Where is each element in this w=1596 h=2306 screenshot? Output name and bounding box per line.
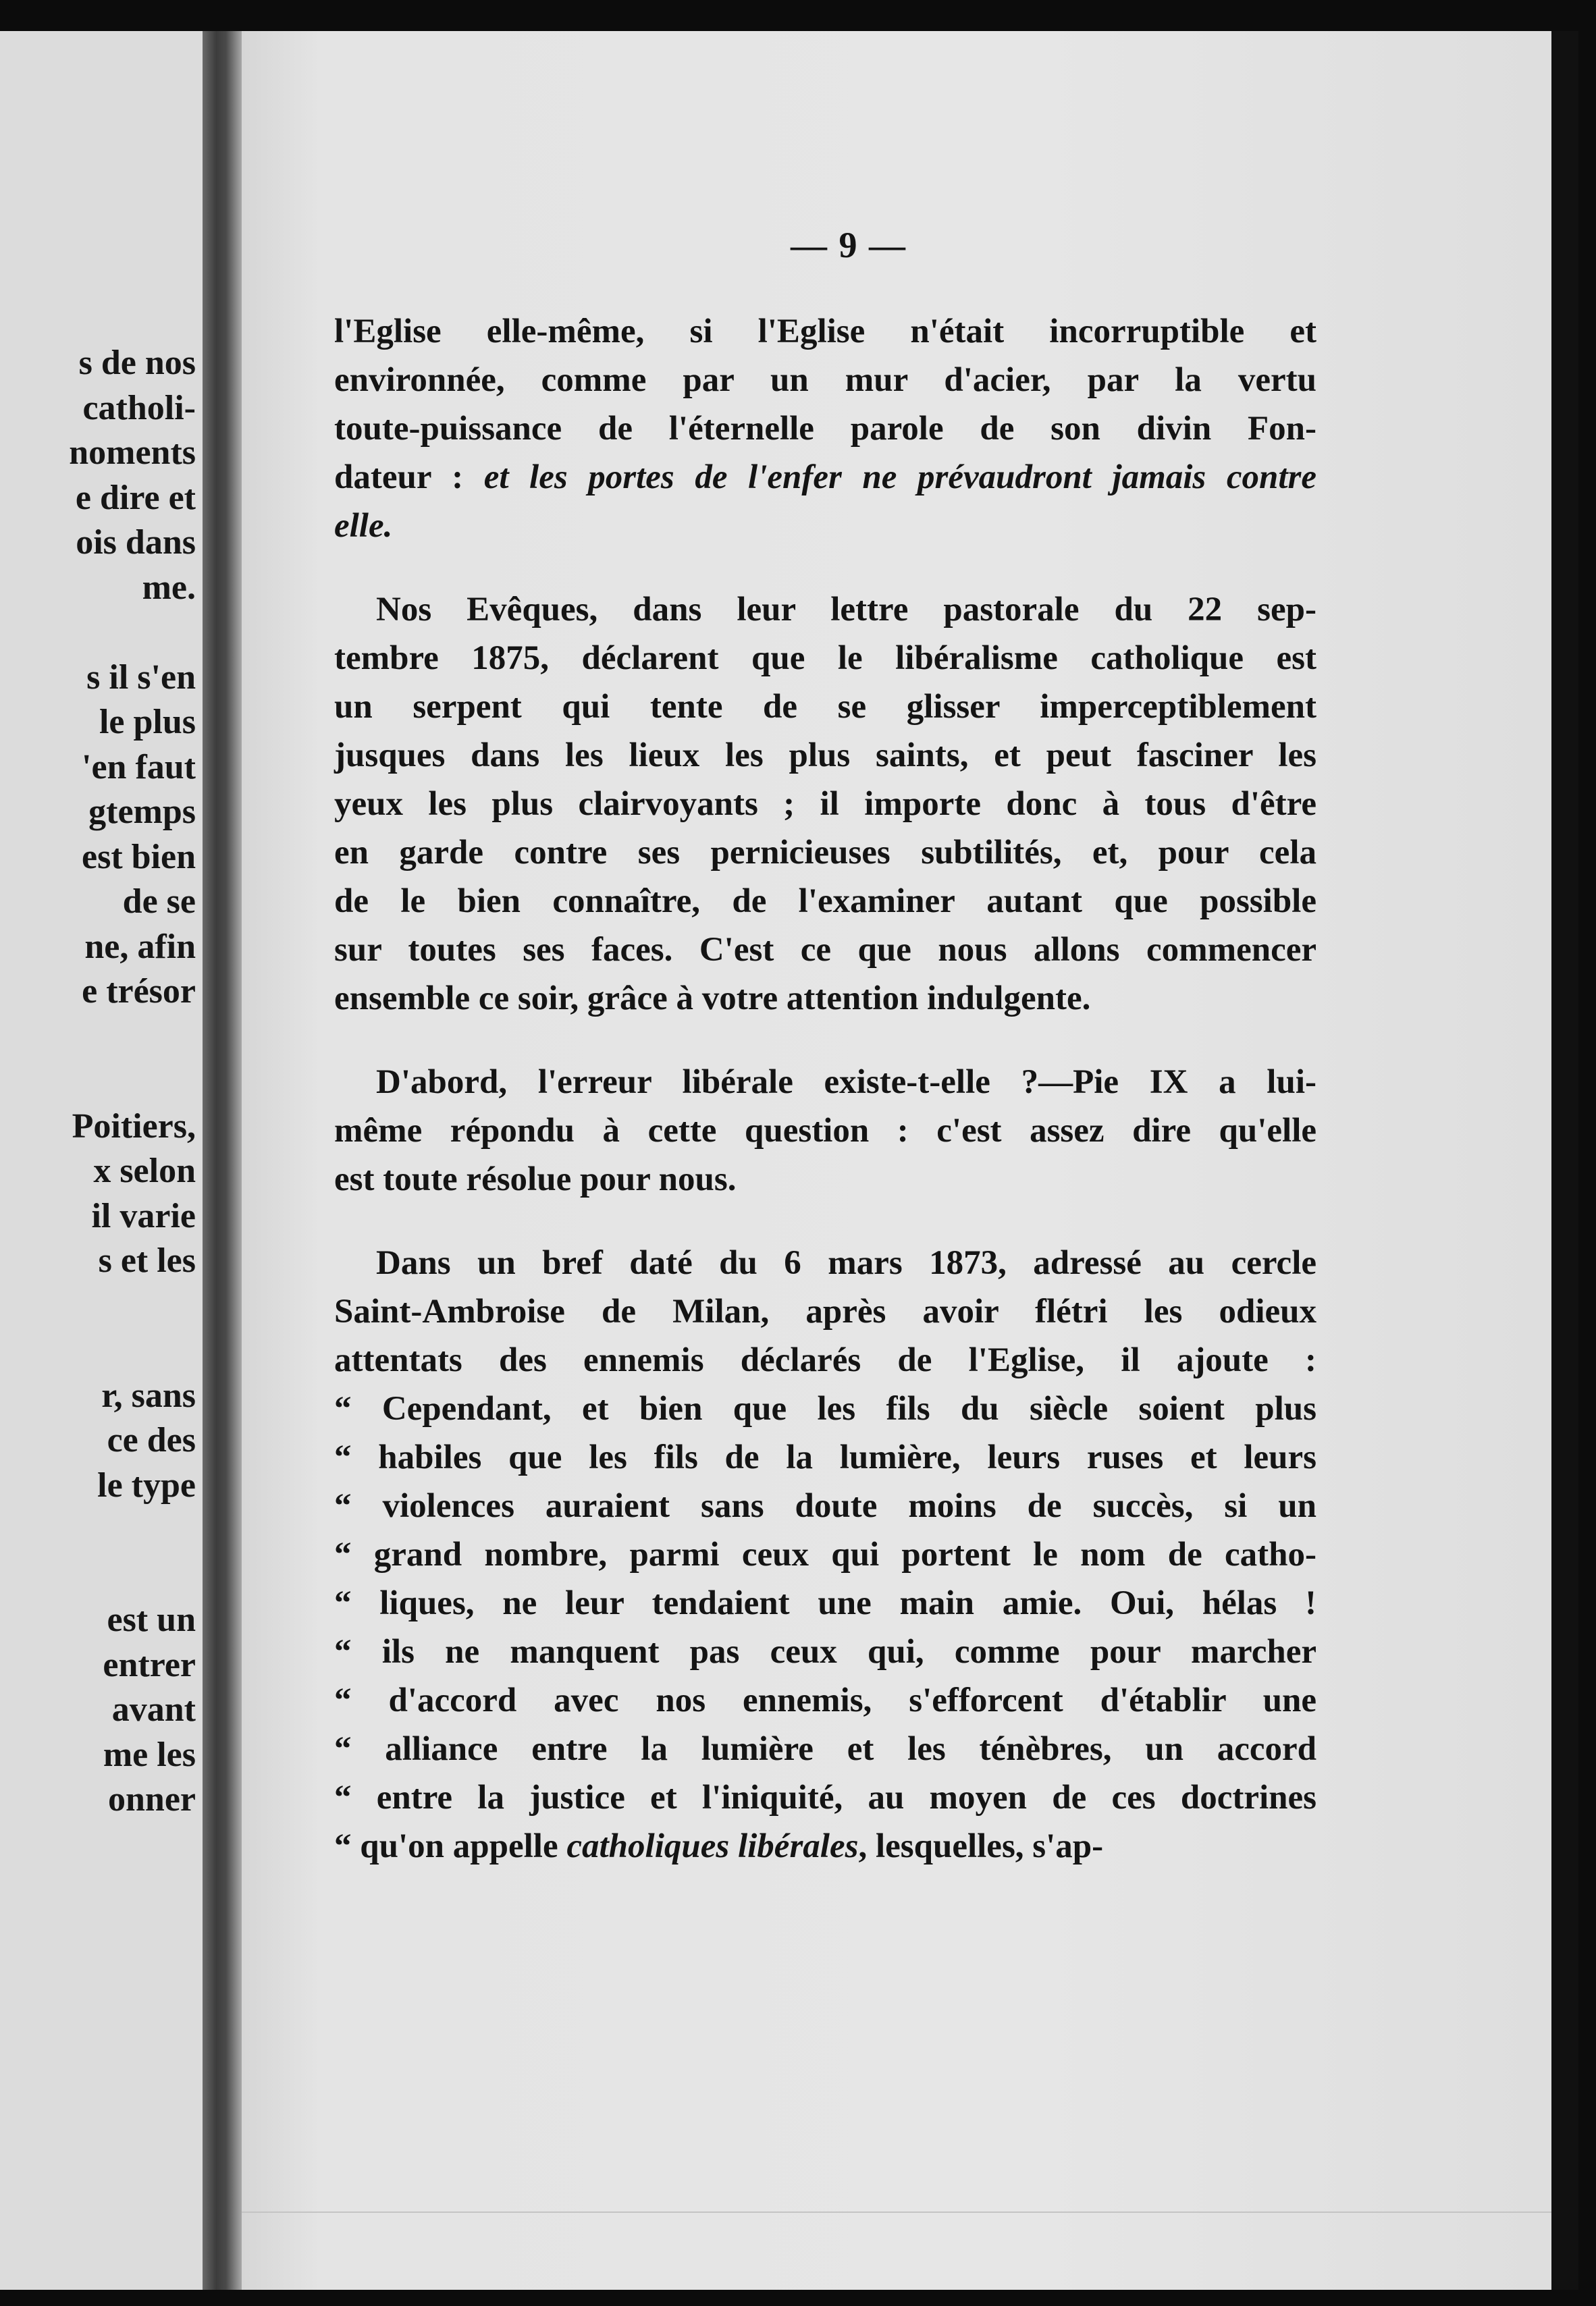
text-segment: un serpent qui tente de se glisser imperceptiblement <box>334 688 1316 726</box>
text-segment: attentats des ennemis déclarés de l'Eglise, il ajoute : <box>334 1341 1316 1379</box>
text-line <box>334 1433 1316 1482</box>
text-segment: “ entre la justice et l'iniquité, au moyen de ces doctrines <box>334 1779 1316 1817</box>
text-line <box>334 502 1316 550</box>
previous-page-line: noments <box>69 433 196 472</box>
text-segment: Dans un bref daté du 6 mars 1873, adressé au cercle <box>376 1244 1316 1282</box>
text-segment: tembre 1875, déclarent que le libéralisme catholique est <box>334 639 1316 677</box>
text-line <box>334 974 1316 1023</box>
previous-page-line: s de nos <box>78 344 196 382</box>
text-segment: l'Eglise elle-même, si l'Eglise n'était incorruptible et <box>334 313 1316 350</box>
text-segment: “ qu'on appelle <box>334 1827 567 1865</box>
previous-page-fragment <box>0 31 203 2290</box>
previous-page-line: avant <box>111 1690 196 1729</box>
previous-page-line: me les <box>103 1735 196 1774</box>
previous-page-line: 'en faut <box>82 747 196 786</box>
previous-page-line: entrer <box>103 1645 196 1684</box>
text-line <box>334 453 1316 502</box>
paragraph <box>334 585 1316 1023</box>
text-segment: ensemble ce soir, grâce à votre attention indulgente. <box>334 980 1091 1017</box>
previous-page-line: Poitiers, <box>72 1106 196 1146</box>
previous-page-line: il varie <box>91 1196 196 1235</box>
previous-page-line: est bien <box>82 837 196 876</box>
text-line <box>334 634 1316 682</box>
text-line <box>334 731 1316 780</box>
text-line <box>334 1676 1316 1725</box>
previous-page-line: me. <box>142 568 196 607</box>
page-bottom-rule <box>242 2211 1551 2213</box>
text-line <box>334 1822 1316 1871</box>
previous-page-line: le type <box>97 1466 196 1505</box>
text-segment: toute-puissance de l'éternelle parole de son divin Fon- <box>334 410 1316 448</box>
text-segment: de le bien connaître, de l'examiner autant que possible <box>334 882 1316 920</box>
text-segment: environnée, comme par un mur d'acier, par la vertu <box>334 361 1316 399</box>
text-line <box>334 1336 1316 1385</box>
text-line <box>334 1155 1316 1204</box>
paragraph <box>334 1239 1316 1871</box>
text-segment: en garde contre ses pernicieuses subtilités, et, pour cela <box>334 834 1316 872</box>
text-segment: “ d'accord avec nos ennemis, s'efforcent d'établir une <box>334 1682 1316 1719</box>
text-line <box>334 682 1316 731</box>
text-segment: même répondu à cette question : c'est assez dire qu'elle <box>334 1112 1316 1150</box>
text-line <box>334 1530 1316 1579</box>
text-line <box>334 1482 1316 1530</box>
text-line <box>334 1773 1316 1822</box>
text-segment: “ grand nombre, parmi ceux qui portent le nom de catho- <box>334 1536 1316 1574</box>
text-segment: “ Cependant, et bien que les fils du siècle soient plus <box>334 1390 1316 1428</box>
previous-page-line: s et les <box>98 1241 196 1280</box>
text-segment: Saint-Ambroise de Milan, après avoir flétri les odieux <box>334 1293 1316 1331</box>
previous-page-line: s il s'en <box>86 658 196 697</box>
book-gutter <box>203 31 242 2290</box>
previous-page-line: onner <box>108 1780 196 1819</box>
text-segment: “ violences auraient sans doute moins de succès, si un <box>334 1487 1316 1525</box>
previous-page-line: le plus <box>99 703 196 741</box>
text-line <box>334 780 1316 828</box>
previous-page-line: r, sans <box>101 1376 196 1415</box>
previous-page-line: x selon <box>93 1152 196 1190</box>
text-line <box>334 1725 1316 1773</box>
text-line <box>334 356 1316 404</box>
previous-page-line: e dire et <box>75 478 196 517</box>
text-line <box>334 307 1316 356</box>
text-segment: dateur : <box>334 458 484 496</box>
italic-text: et les portes de l'enfer ne prévaudront jamais contre <box>483 458 1316 496</box>
previous-page-line: gtemps <box>88 793 196 831</box>
text-line <box>334 1058 1316 1106</box>
text-line <box>334 1287 1316 1336</box>
text-segment: “ habiles que les fils de la lumière, leurs ruses et leurs <box>334 1439 1316 1476</box>
text-segment: , lesquelles, s'ap- <box>858 1827 1104 1865</box>
previous-page-line: e trésor <box>82 972 196 1011</box>
text-segment: Nos Evêques, dans leur lettre pastorale du 22 sep- <box>376 591 1316 628</box>
text-segment: D'abord, l'erreur libérale existe-t-elle ?—Pie IX a lui- <box>376 1063 1316 1101</box>
text-segment: “ alliance entre la lumière et les ténèbres, un accord <box>334 1730 1316 1768</box>
text-line <box>334 926 1316 974</box>
italic-text: elle. <box>334 507 393 545</box>
text-line <box>334 877 1316 926</box>
previous-page-line: ce des <box>107 1421 196 1459</box>
text-line <box>334 585 1316 634</box>
text-line <box>334 828 1316 877</box>
text-line <box>334 1106 1316 1155</box>
body-text <box>334 307 1316 1906</box>
text-line <box>334 1579 1316 1628</box>
text-line <box>334 1385 1316 1433</box>
text-line <box>334 1239 1316 1287</box>
paragraph <box>334 307 1316 550</box>
text-segment: est toute résolue pour nous. <box>334 1160 737 1198</box>
previous-page-line: de se <box>122 882 196 921</box>
text-segment: yeux les plus clairvoyants ; il importe donc à tous d'être <box>334 785 1316 823</box>
previous-page-line: ois dans <box>76 523 196 562</box>
text-line <box>334 1628 1316 1676</box>
previous-page-line: catholi- <box>82 388 196 427</box>
page-number: — 9 — <box>791 225 907 265</box>
italic-text: catholiques libérales <box>566 1827 859 1865</box>
paragraph <box>334 1058 1316 1204</box>
text-line <box>334 404 1316 453</box>
right-page-edge <box>1551 31 1578 2290</box>
previous-page-line: ne, afin <box>84 927 196 966</box>
text-segment: “ liques, ne leur tendaient une main amie. Oui, hélas ! <box>334 1584 1316 1622</box>
text-segment: jusques dans les lieux les plus saints, et peut fasciner les <box>334 736 1316 774</box>
text-segment: “ ils ne manquent pas ceux qui, comme pour marcher <box>334 1633 1316 1671</box>
previous-page-line: est un <box>107 1601 196 1639</box>
text-segment: sur toutes ses faces. C'est ce que nous allons commencer <box>334 931 1316 969</box>
